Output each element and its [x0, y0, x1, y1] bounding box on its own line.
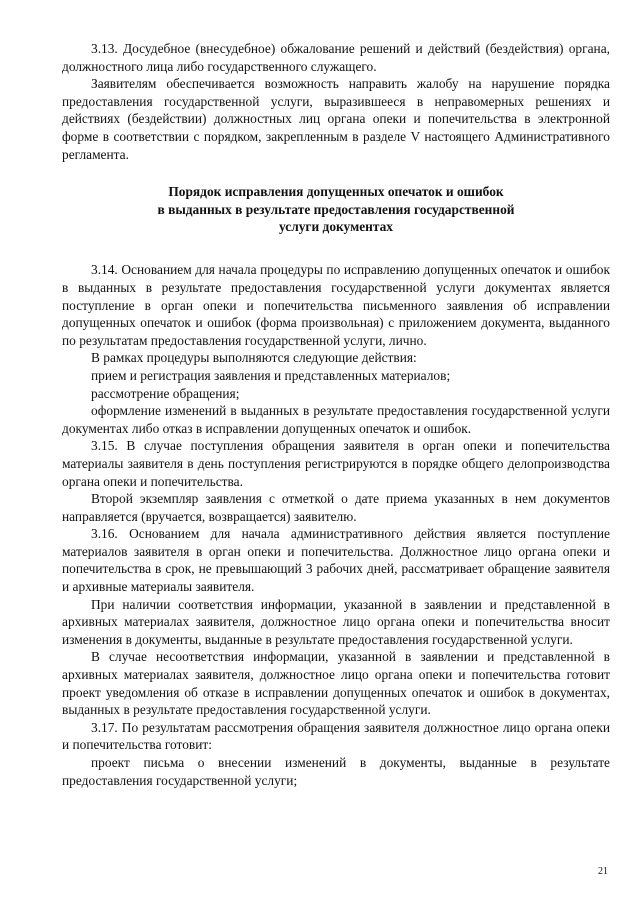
paragraph-second-copy: Второй экземпляр заявления с отметкой о дате приема указанных в нем документов направляется (вручается, возвращается) заявителю.: [62, 491, 610, 524]
heading-line-2: в выданных в результате предоставления государственной: [157, 201, 515, 217]
paragraph-procedure-intro: В рамках процедуры выполняются следующие действия:: [91, 350, 417, 366]
document-page: [62, 40, 610, 789]
paragraph-3-17: 3.17. По результатам рассмотрения обращения заявителя должностное лицо органа опеки и попечительства готовит:: [62, 719, 610, 753]
page-number: 21: [598, 866, 608, 877]
heading-line-1: Порядок исправления допущенных опечаток и ошибок: [168, 184, 504, 200]
paragraph-step-review: рассмотрение обращения;: [91, 385, 240, 401]
paragraph-3-13: 3.13. Досудебное (внесудебное) обжалование решений и действий (бездействия) органа, должностного лица либо государственного служащего.: [62, 41, 610, 74]
paragraph-3-16: 3.16. Основанием для начала административного действия является поступление материалов заявителя в орган опеки и попечительства. Должностное лицо органа опеки и попечительства в срок, не превышающий 3 рабочих дней, рассматривает обращение заявителя и архивные материалы заявителя.: [62, 526, 610, 595]
paragraph-match-case: При наличии соответствия информации, указанной в заявлении и представленной в архивных материалах заявителя, должностное лицо органа опеки и попечительства вносит изменения в документы, выданные в результате предоставления государственной услуги.: [62, 596, 610, 647]
paragraph-complaint: Заявителям обеспечивается возможность направить жалобу на нарушение порядка предоставления государственной услуги, выразившееся в неправомерных решениях и действиях (бездействии) должностных лиц органа опеки и попечительства в электронной форме в соответствии с порядком, закрепленным в разделе V настоящего Административного регламента.: [62, 76, 610, 162]
paragraph-step-reception: прием и регистрация заявления и представленных материалов;: [91, 367, 451, 383]
paragraph-step-changes: оформление изменений в выданных в результате предоставления государственной услуги документах либо отказ в исправлении допущенных опечаток и ошибок.: [62, 403, 610, 436]
paragraph-3-14: 3.14. Основанием для начала процедуры по исправлению допущенных опечаток и ошибок в выданных в результате предоставления государственной услуги документах является поступление в орган опеки и попечительства письменного заявления об исправлении допущенных опечаток и ошибок (форма произвольная) с приложением документа, выданного по результатам предоставления государственной услуги, лично.: [62, 262, 610, 348]
paragraph-mismatch-case: В случае несоответствия информации, указанной в заявлении и представленной в архивных материалах заявителя, должностное лицо органа опеки и попечительства готовит проект уведомления об отказе в исправлении допущенных опечаток и ошибок в документах, выданных в результате предоставления государственной услуги.: [62, 649, 610, 718]
paragraph-3-15: 3.15. В случае поступления обращения заявителя в орган опеки и попечительства материалы заявителя в день поступления регистрируются в порядке общего делопроизводства органа опеки и попечительства.: [62, 438, 610, 489]
paragraph-letter-draft: проект письма о внесении изменений в документы, выданные в результате предоставления государственной услуги;: [62, 755, 610, 788]
heading-line-3: услуги документах: [278, 218, 393, 234]
section-heading: [92, 183, 580, 235]
